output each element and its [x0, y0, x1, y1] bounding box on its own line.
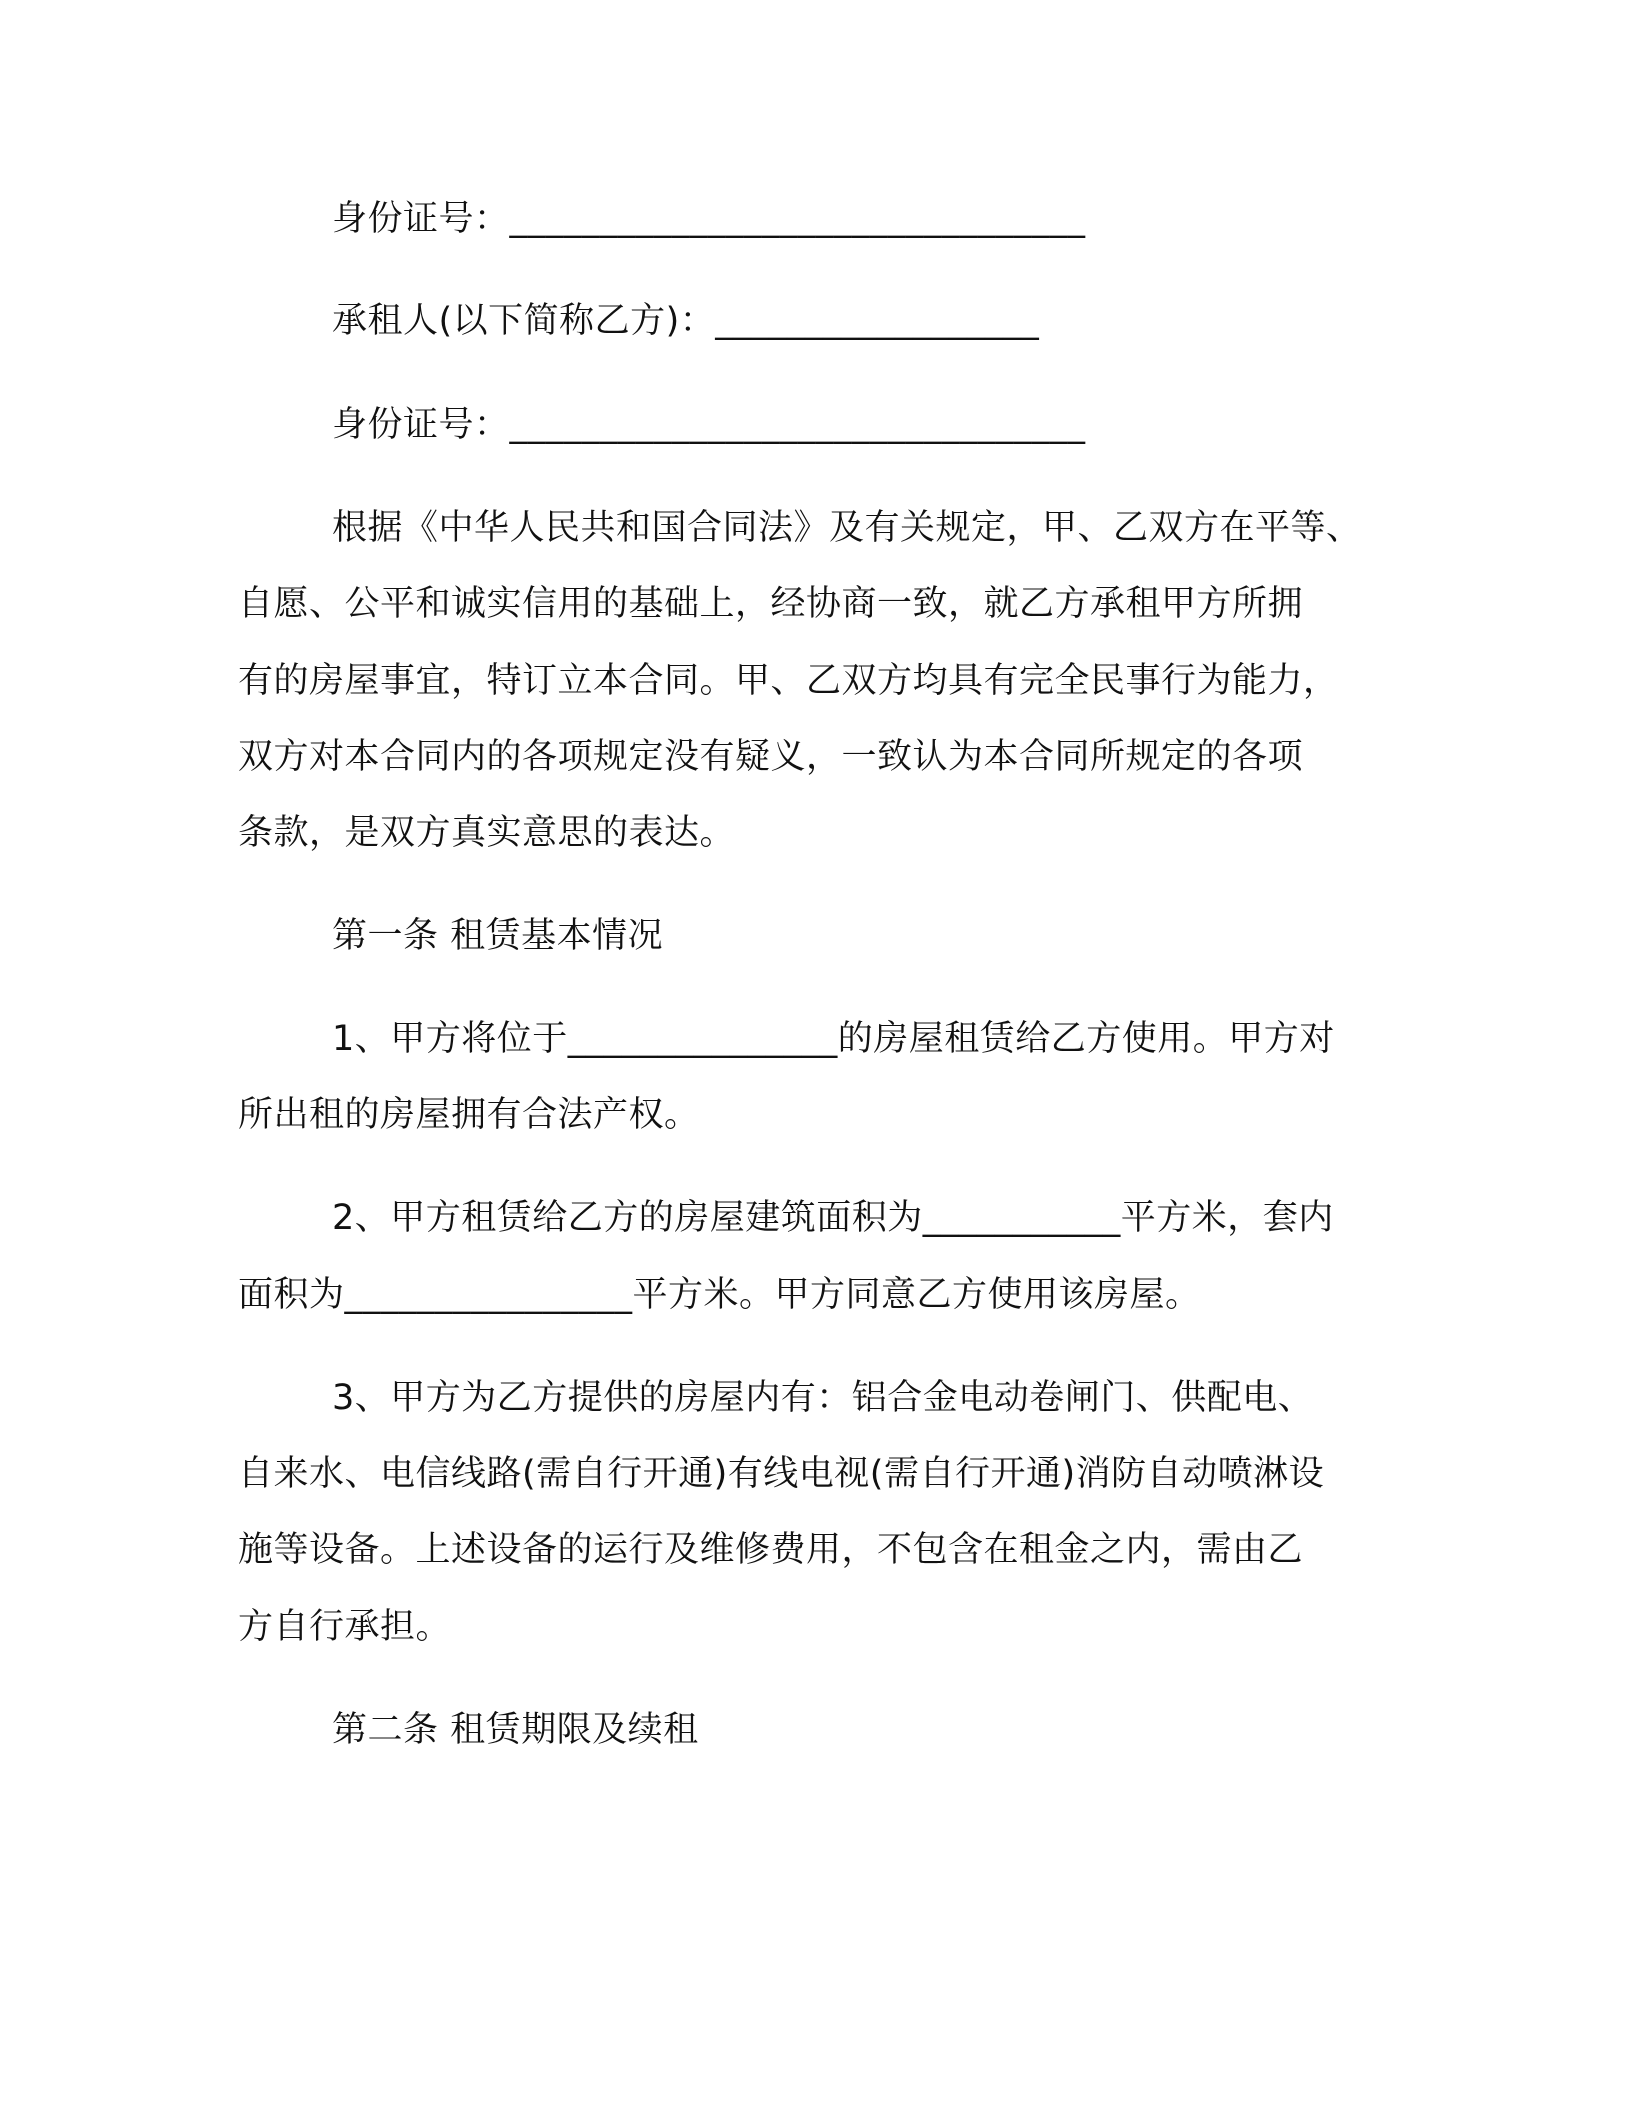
clause-1-line: 1、甲方将位于_______________的房屋租赁给乙方使用。甲方对 [332, 1019, 1335, 1059]
party-a-id-number-field: 身份证号：________________________________ [332, 199, 1086, 239]
preamble-line: 双方对本合同内的各项规定没有疑义，一致认为本合同所规定的各项 [238, 737, 1304, 777]
clause-2-line: 2、甲方租赁给乙方的房屋建筑面积为___________平方米，套内 [332, 1198, 1334, 1238]
clause-3-line: 施等设备。上述设备的运行及维修费用，不包含在租金之内，需由乙 [238, 1530, 1304, 1570]
clause-3-line: 方自行承担。 [238, 1607, 452, 1647]
clause-3-line: 3、甲方为乙方提供的房屋内有：铝合金电动卷闸门、供配电、 [332, 1378, 1314, 1418]
clause-1-line: 所出租的房屋拥有合法产权。 [238, 1095, 700, 1135]
clause-3-line: 自来水、电信线路(需自行开通)有线电视(需自行开通)消防自动喷淋设 [238, 1454, 1325, 1494]
preamble-line: 自愿、公平和诚实信用的基础上，经协商一致，就乙方承租甲方所拥 [238, 584, 1304, 624]
party-b-id-number-field: 身份证号：________________________________ [332, 405, 1086, 445]
article-2-heading: 第二条 租赁期限及续租 [332, 1710, 699, 1750]
clause-2-line: 面积为________________平方米。甲方同意乙方使用该房屋。 [238, 1275, 1201, 1315]
article-1-heading: 第一条 租赁基本情况 [332, 916, 664, 956]
preamble-line: 条款，是双方真实意思的表达。 [238, 813, 736, 853]
preamble-line: 根据《中华人民共和国合同法》及有关规定，甲、乙双方在平等、 [332, 508, 1362, 548]
tenant-name-field: 承租人(以下简称乙方)：__________________ [332, 301, 1040, 341]
preamble-line: 有的房屋事宜，特订立本合同。甲、乙双方均具有完全民事行为能力， [238, 661, 1339, 701]
